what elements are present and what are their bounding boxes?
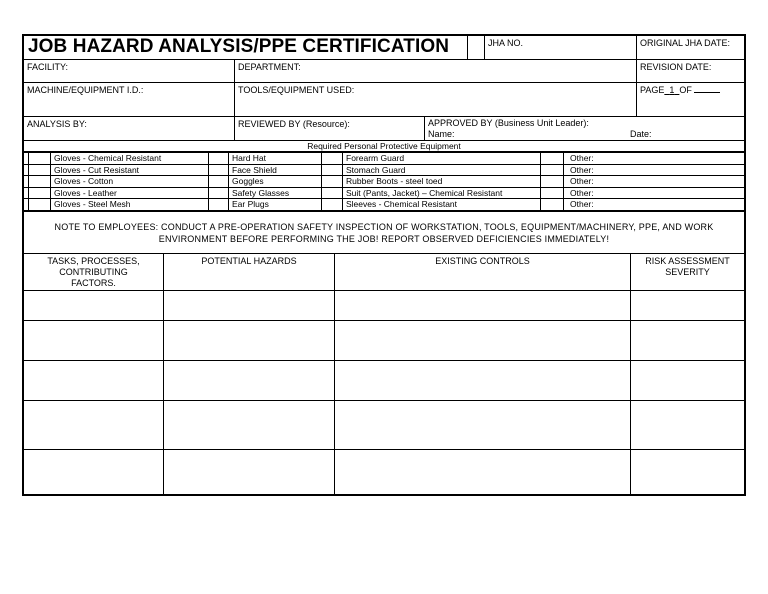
ppe-row [24,176,744,188]
hazard-cell[interactable] [163,291,334,320]
analysis-by-field[interactable]: ANALYSIS BY: [27,119,87,129]
ppe-row [24,188,744,200]
task-cell[interactable] [24,361,163,400]
ppe-checkbox[interactable] [321,199,343,211]
note-line-1: NOTE TO EMPLOYEES: CONDUCT A PRE-OPERATION SAFETY INSPECTION OF WORKSTATION, TOOLS, EQUIPMENT/MACHINERY, PPE, AND WORK [54,222,714,232]
ppe-checkbox[interactable] [321,176,343,187]
risk-cell[interactable] [630,361,744,400]
risk-cell[interactable] [630,401,744,449]
machine-row [24,83,744,117]
tools-equipment-field[interactable]: TOOLS/EQUIPMENT USED: [234,83,636,116]
ppe-checkbox[interactable] [321,165,343,176]
ppe-item: Gloves - Cut Resistant [54,164,140,175]
ppe-checkbox[interactable] [540,188,564,199]
ppe-checkbox[interactable] [208,153,229,164]
approved-by-field[interactable] [424,117,744,140]
hazard-cell[interactable] [163,321,334,360]
task-cell[interactable] [24,291,163,320]
task-cell[interactable] [24,450,163,496]
department-field[interactable]: DEPARTMENT: [234,60,636,82]
task-cell[interactable] [24,321,163,360]
ppe-row [24,153,744,165]
table-row [24,361,744,401]
ppe-header-row [24,141,744,153]
controls-cell[interactable] [334,401,630,449]
ppe-checkbox[interactable] [540,199,564,211]
risk-cell[interactable] [630,291,744,320]
controls-cell[interactable] [334,361,630,400]
jha-no-field[interactable]: JHA NO. [484,36,636,59]
ppe-row [24,165,744,177]
col-header-risk: RISK ASSESSMENT SEVERITY [630,254,744,290]
risk-cell[interactable] [630,321,744,360]
facility-field[interactable]: FACILITY: [27,62,69,72]
original-jha-date-field[interactable]: ORIGINAL JHA DATE: [636,36,744,59]
ppe-table [24,153,744,212]
ppe-checkbox[interactable] [28,165,51,176]
ppe-checkbox[interactable] [321,153,343,164]
ppe-checkbox[interactable] [208,188,229,199]
ppe-checkbox[interactable] [28,199,51,211]
page-of: OF [679,85,692,95]
machine-equipment-field[interactable]: MACHINE/EQUIPMENT I.D.: [27,85,144,95]
ppe-item: Stomach Guard [346,164,406,175]
controls-cell[interactable] [334,321,630,360]
name-label: Name: [428,129,455,139]
analysis-row [24,117,744,141]
ppe-item: Face Shield [232,164,277,175]
jha-form [22,34,746,496]
controls-cell[interactable] [334,291,630,320]
table-row [24,450,744,496]
risk-cell[interactable] [630,450,744,496]
approved-by-label: APPROVED BY (Business Unit Leader): [428,118,589,128]
hazard-cell[interactable] [163,450,334,496]
facility-row [24,60,744,83]
ppe-item: Ear Plugs [232,199,269,210]
ppe-item: Gloves - Cotton [54,176,114,187]
ppe-item: Sleeves - Chemical Resistant [346,199,458,210]
table-row [24,321,744,361]
small-box [467,36,484,59]
ppe-item: Safety Glasses [232,187,290,198]
table-header-row [24,254,744,291]
ppe-item: Forearm Guard [346,153,405,163]
page-number: 1 [669,85,675,95]
table-row [24,401,744,450]
ppe-item: Goggles [232,176,264,187]
hazard-cell[interactable] [163,361,334,400]
col-header-tasks: TASKS, PROCESSES, CONTRIBUTING FACTORS. [47,256,140,288]
note-line-2: ENVIRONMENT BEFORE PERFORMING THE JOB! REPORT OBSERVED DEFICIENCIES IMMEDIATELY! [158,234,610,244]
revision-date-field[interactable]: REVISION DATE: [636,60,744,82]
col-header-hazards: POTENTIAL HAZARDS [163,254,334,290]
ppe-checkbox[interactable] [208,176,229,187]
hazard-cell[interactable] [163,401,334,449]
ppe-other[interactable]: Other: [570,199,594,210]
form-title: JOB HAZARD ANALYSIS/PPE CERTIFICATION [28,36,450,57]
title-row [24,36,744,60]
ppe-checkbox[interactable] [540,165,564,176]
ppe-item: Hard Hat [232,153,267,163]
ppe-other[interactable]: Other: [570,164,594,175]
ppe-checkbox[interactable] [540,176,564,187]
task-cell[interactable] [24,401,163,449]
ppe-item: Suit (Pants, Jacket) – Chemical Resistant [346,187,503,198]
ppe-row [24,199,744,211]
col-header-controls: EXISTING CONTROLS [334,254,630,290]
note-row [24,212,744,254]
ppe-item: Gloves - Steel Mesh [54,199,131,210]
ppe-checkbox[interactable] [28,153,51,164]
ppe-checkbox[interactable] [28,176,51,187]
ppe-other[interactable]: Other: [570,187,594,198]
ppe-item: Rubber Boots - steel toed [346,176,443,187]
ppe-checkbox[interactable] [321,188,343,199]
ppe-item: Gloves - Chemical Resistant [54,153,162,163]
page-field[interactable] [636,83,744,116]
ppe-checkbox[interactable] [28,188,51,199]
controls-cell[interactable] [334,450,630,496]
reviewed-by-field[interactable]: REVIEWED BY (Resource): [234,117,424,140]
date-label: Date: [630,129,652,139]
table-row [24,291,744,321]
ppe-checkbox[interactable] [208,199,229,211]
ppe-header: Required Personal Protective Equipment [307,141,461,151]
ppe-other[interactable]: Other: [570,176,594,187]
ppe-other[interactable]: Other: [570,153,594,163]
ppe-item: Gloves - Leather [54,187,117,198]
page-prefix: PAGE [640,85,665,95]
ppe-checkbox[interactable] [208,165,229,176]
ppe-checkbox[interactable] [540,153,564,164]
